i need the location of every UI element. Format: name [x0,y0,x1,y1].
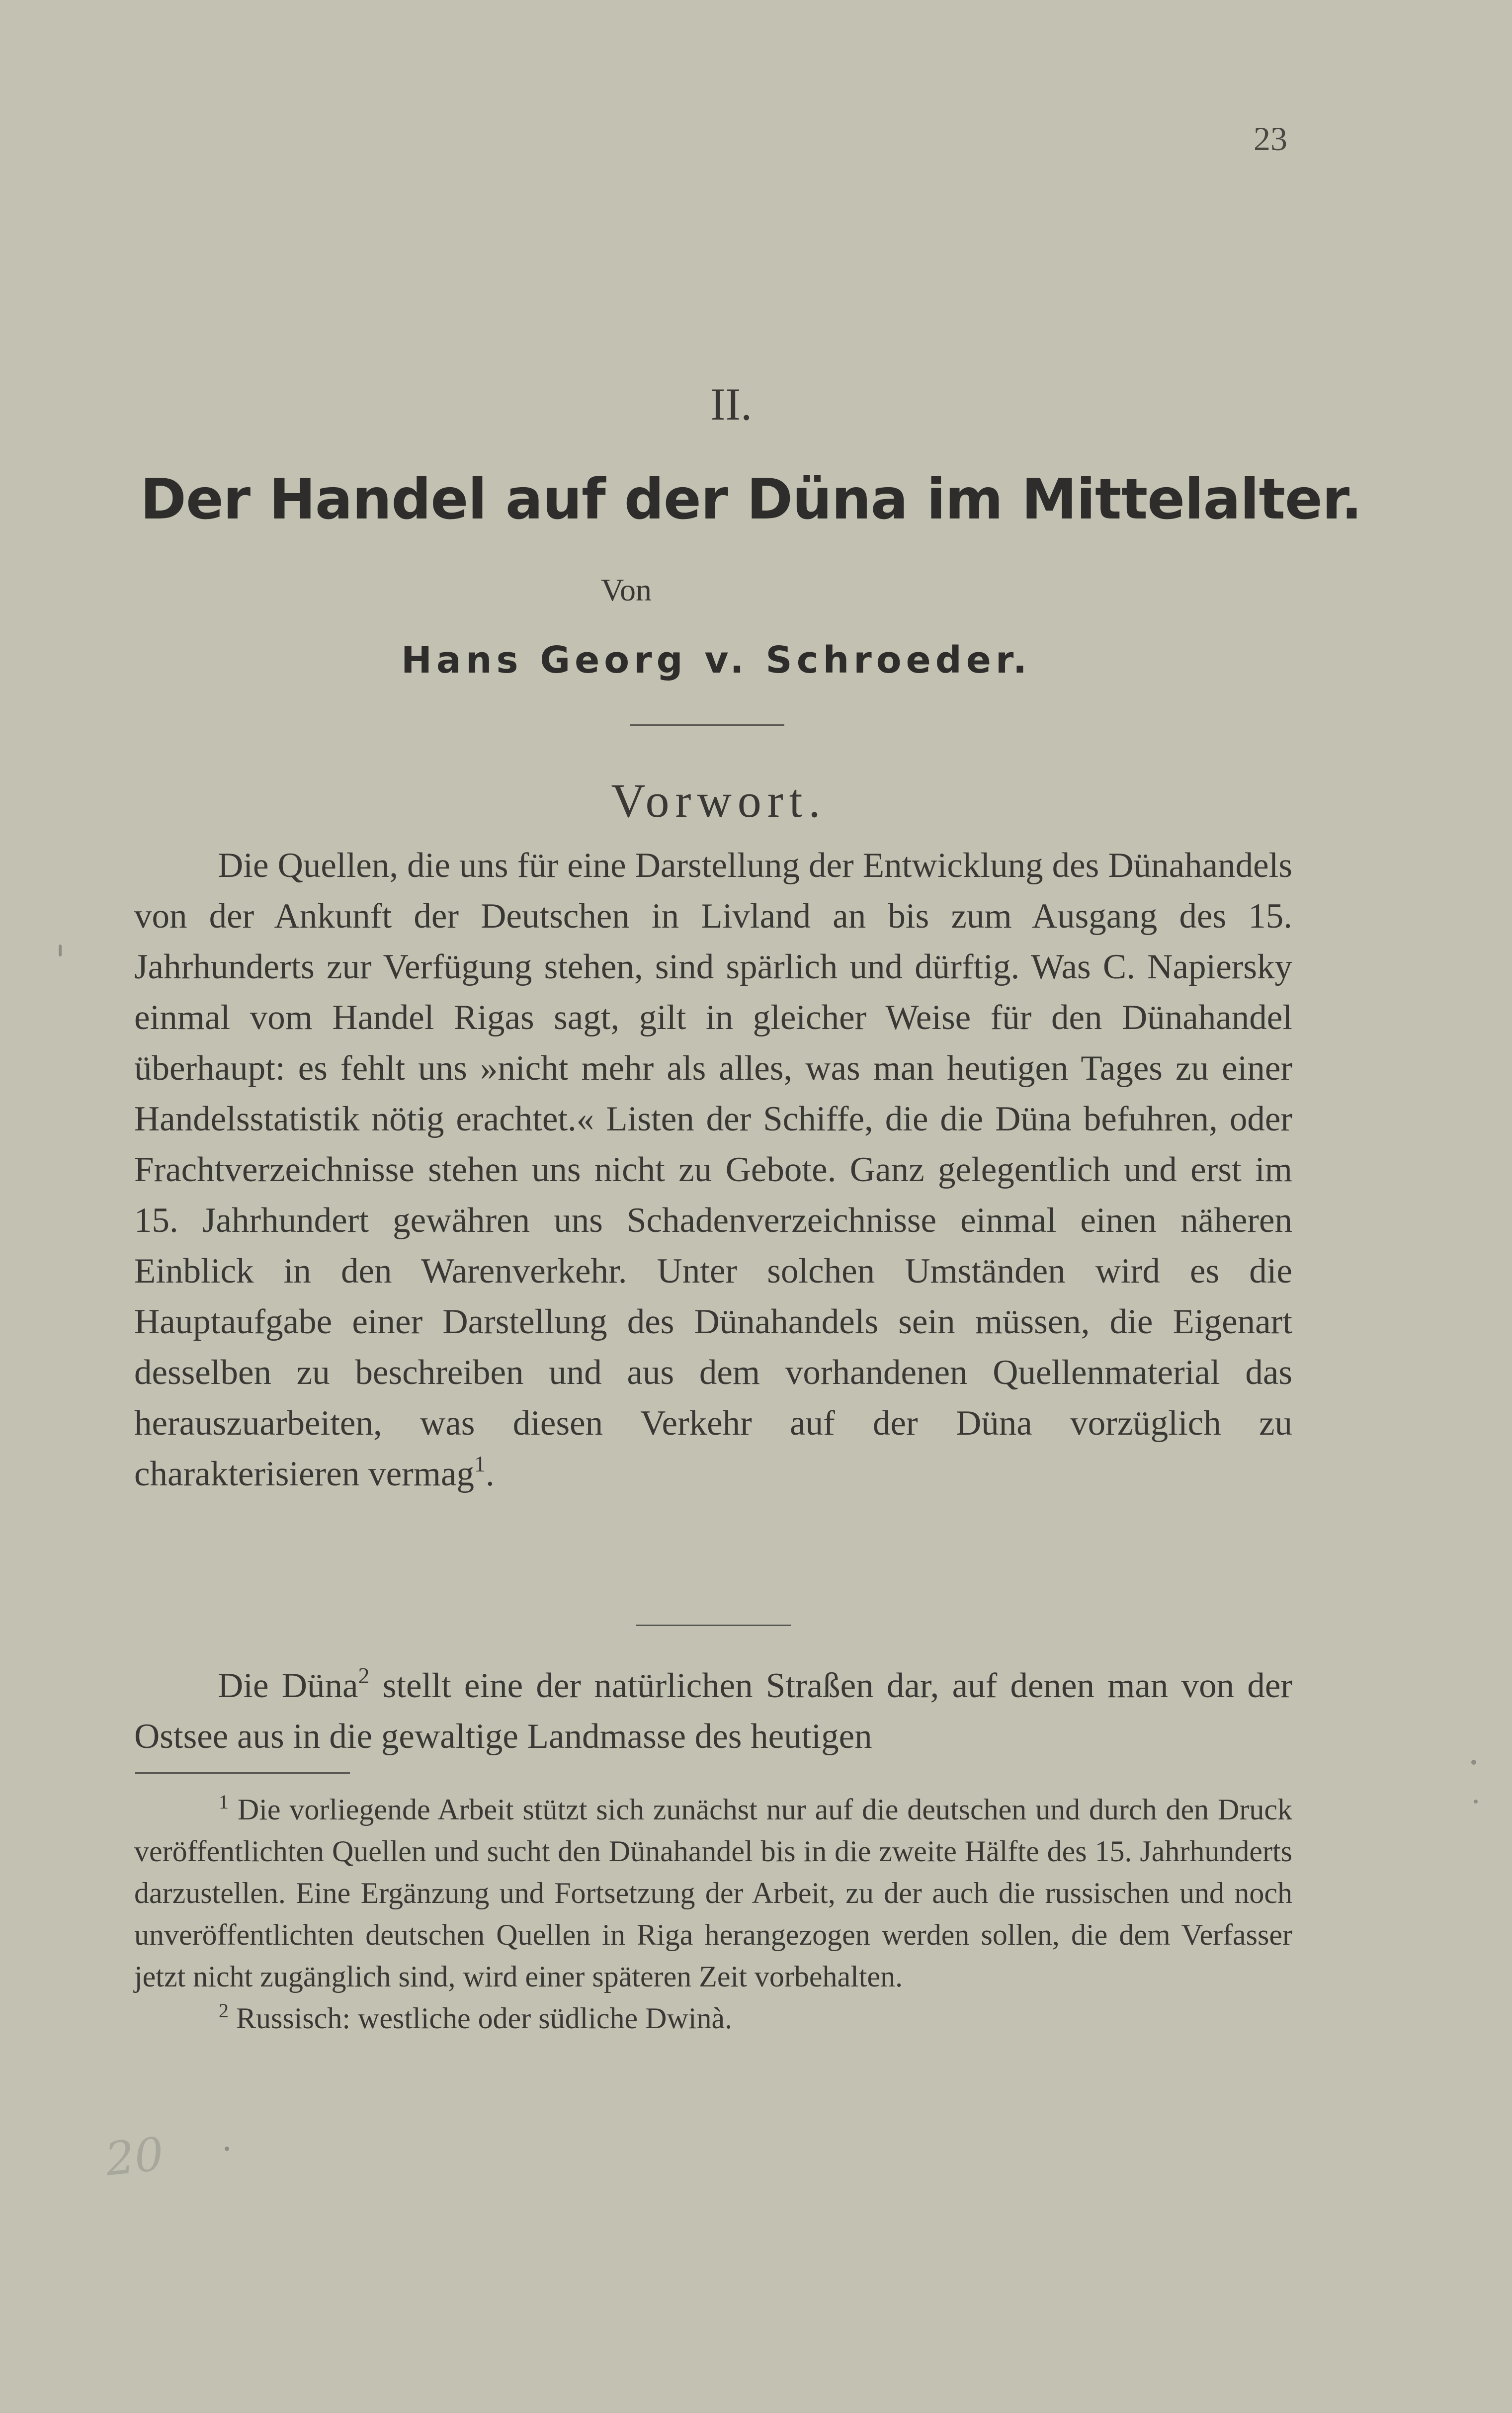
footnote-2 [134,1997,1292,2039]
page-number: 23 [1254,120,1287,158]
article-title: Der Handel auf der Düna im Mittelalter. [140,467,1362,532]
paper-speck [1471,1760,1476,1765]
body-paragraph [134,1660,1292,1762]
footnote-number-2: 2 [219,1999,229,2022]
byline-von: Von [601,572,652,607]
footnote-number-1: 1 [219,1791,229,1813]
footnotes [134,1789,1292,2039]
footnote-rule [135,1772,350,1774]
preface-text: Die Quellen, die uns für eine Darstellung der Entwicklung des Dünahandels von der Ankunft der Deutschen in Livland an bis zum Ausgang des 15. Jahrhunderts zur Verfügung stehen, sind spärlich und dürftig. Was C. Napiersky einmal vom Handel Rigas sagt, gilt in gleicher Weise für den Dünahandel überhaupt: es fehlt uns »nicht mehr als alles, was man heutigen Tages zu einer Handelsstatistik nötig erachtet.« Listen der Schiffe, die die Düna befuhren, oder Frachtverzeichnisse stehen uns nicht zu Gebote. Ganz gelegentlich und erst im 15. Jahrhundert gewähren uns Schadenverzeichnisse einmal einen näheren Einblick in den Warenverkehr. Unter solchen Umständen wird es die Hauptaufgabe einer Darstellung des Dünahandels sein müssen, die Eigenart desselben zu beschreiben und aus dem vorhandenen Quellenmaterial das herauszuarbeiten, was diesen Verkehr auf der Düna vorzüglich zu charakterisieren vermag [134,846,1292,1493]
section-divider [636,1625,791,1626]
author-name: Hans Georg v. Schroeder. [401,639,1031,682]
handwritten-note: 20 [102,2127,167,2186]
paper-speck [1474,1800,1478,1804]
paper-speck [225,2147,229,2151]
part-number: II. [710,379,753,430]
preface-text-end: . [485,1455,495,1493]
body-text-rest: stellt eine der natürlichen Straßen dar, auf denen man von der Ostsee aus in die gewaltige Landmasse des heutigen [134,1666,1292,1756]
footnote-text-1: Die vorliegende Arbeit stützt sich zunächst nur auf die deutschen und durch den Druck veröffentlichten Quellen und sucht den Dünahandel bis in die zweite Hälfte des 15. Jahrhunderts darzustellen. Eine Ergänzung und Fortsetzung der Arbeit, zu der auch die russischen und noch unveröffentlichten deutschen Quellen in Riga herangezogen werden sollen, die dem Verfasser jetzt nicht zugänglich sind, wird einer späteren Zeit vorbehalten. [134,1793,1292,1993]
body-text-start: Die Düna [218,1666,358,1705]
footnote-ref-1: 1 [474,1451,486,1476]
paper-speck [59,945,62,956]
footnote-1 [134,1789,1292,1997]
preface-heading: Vorwort. [611,774,827,827]
title-divider [630,724,784,726]
preface-paragraph [134,840,1292,1499]
footnote-ref-2: 2 [358,1663,370,1688]
footnote-text-2: Russisch: westliche oder südliche Dwinà. [229,2002,733,2035]
